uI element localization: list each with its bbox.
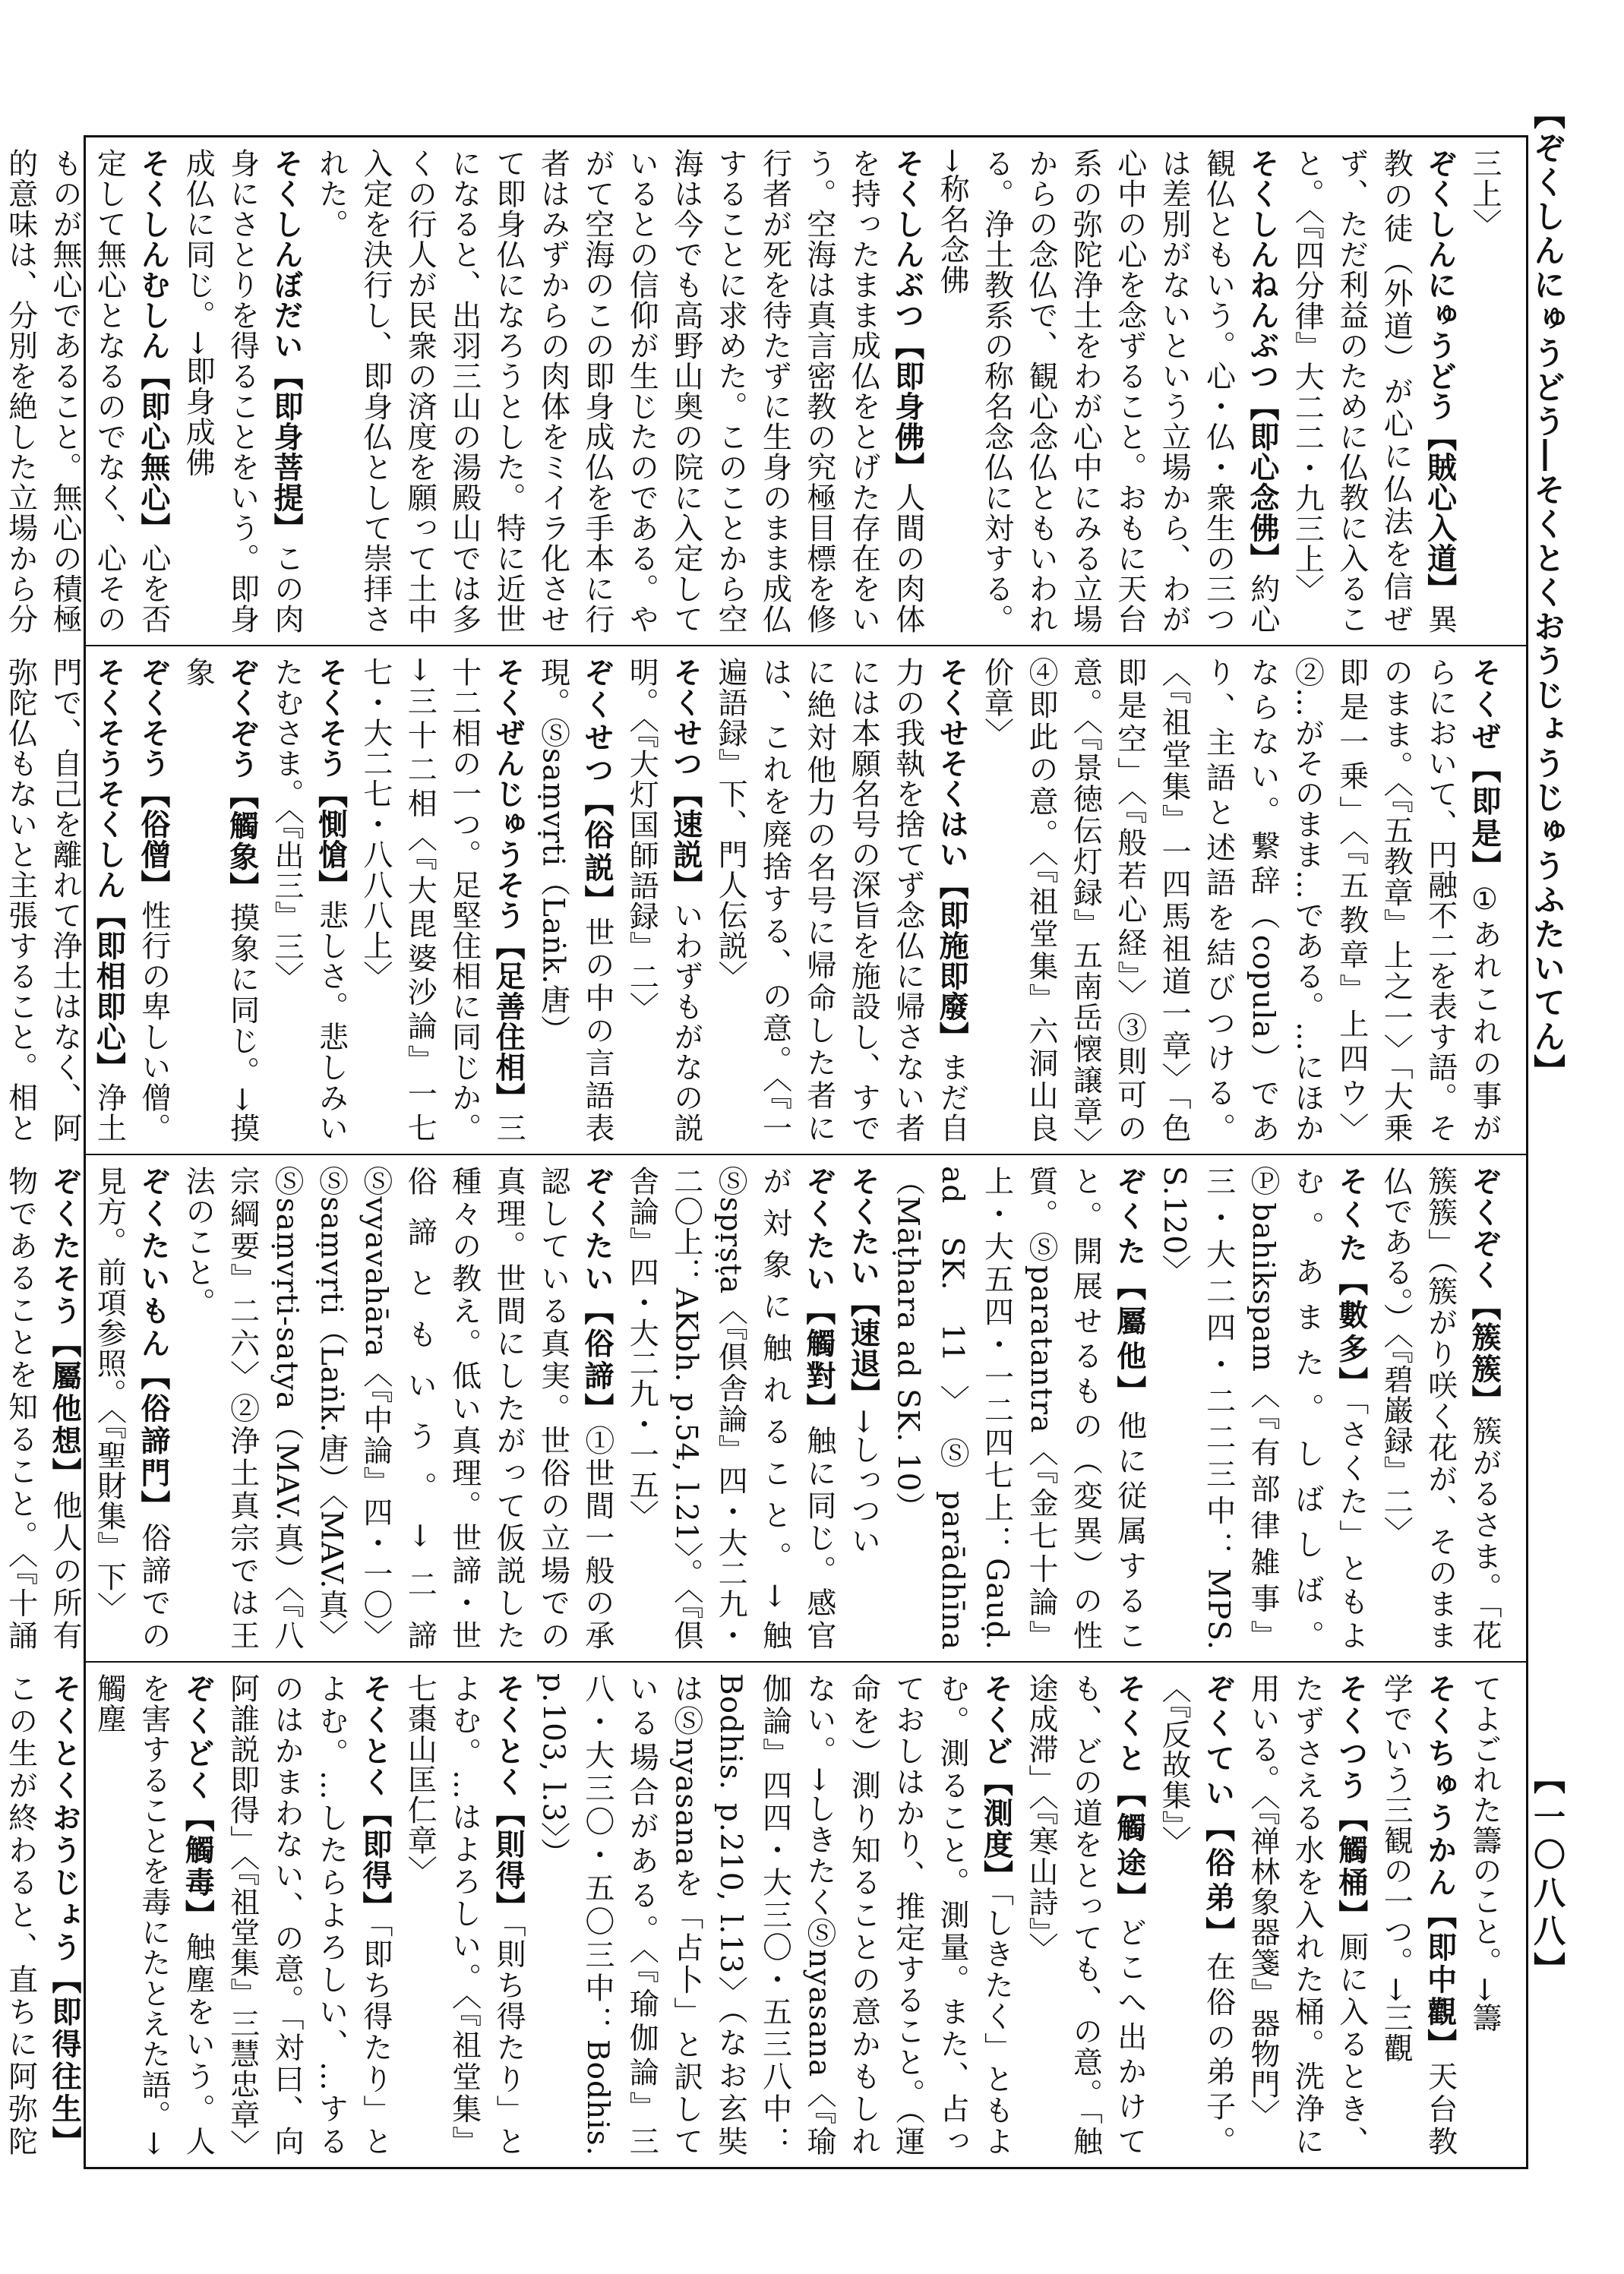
- entry-text: 世の中の言語表現。Ⓢsaṃvṛti（Laṅk.唐）: [536, 657, 615, 1144]
- text-frame: [3, 135, 1528, 2169]
- entry-headword: そくとく【則得】: [491, 1673, 526, 1923]
- dictionary-entry: [1373, 1673, 1462, 2156]
- entry-text: 性行の卑しい僧。: [136, 900, 171, 1143]
- entry-headword: そくたい【速退】: [845, 1166, 881, 1409]
- dictionary-entry: [530, 657, 619, 1143]
- dictionary-entry: [619, 657, 708, 1143]
- entry-headword: ぞくたそう【屬他想】: [47, 1166, 82, 1491]
- dictionary-entry: [1462, 1673, 1506, 2156]
- entry-headword: ぞくたい【觸對】: [801, 1166, 836, 1426]
- tier-upper-middle: [3, 646, 1526, 1154]
- entry-text: 異教の徒（外道）が心に仏法を信ぜず、ただ利益のために仏教に入ること。〈『四分律』大二二・九三上〉: [1290, 148, 1458, 634]
- entry-headword: そくとくおうじょう【即得往生】: [47, 1673, 82, 2156]
- dictionary-entry: [530, 1673, 1018, 2156]
- entry-headword: そくた【數多】: [1333, 1166, 1369, 1401]
- entry-headword: そくしんぶつ【即身佛】: [889, 148, 925, 482]
- entry-text: ①世間一般の承認している真実。世俗の立場での真理。世間にしたがって仮説した種々の教え。低い真理。世諦・世俗諦ともいう。→二諦Ⓢvyavahāra〈『中論』四・一〇〉Ⓢsaṃvṛti（Laṅk.唐）〈MAV.真〉Ⓢsaṃvṛti-satya（MAV.真）〈『八宗綱要』二六〉②浄土真宗では王法のこと。: [181, 1166, 615, 1651]
- entry-text: 在俗の弟子。〈『反故集』〉: [1157, 1673, 1236, 2157]
- entry-headword: そくぜんじゅうそう【足善住相】: [491, 657, 526, 1113]
- entry-text: 他人の所有物であることを知ること。〈『十誦: [3, 1166, 82, 1651]
- dictionary-entry: [264, 657, 353, 1143]
- entry-headword: そくちゅうかん【即中觀】: [1422, 1673, 1458, 2061]
- dictionary-entry: [175, 148, 308, 634]
- entry-headword: ぞくそう【俗僧】: [135, 657, 171, 900]
- dictionary-entry: [0, 1673, 87, 2156]
- tier-column: [3, 1673, 1506, 2160]
- entry-text: まだ自力の我執を捨てず念仏に帰さない者には本願名号の深旨を施設し、すでに絶対他力の名号に帰命した者には、これを廃捨する、の意。〈『一遍語録』下、門人伝説〉: [713, 657, 970, 1143]
- entry-text: 天台教学でいう三観の一つ。→三觀: [1379, 1673, 1458, 2157]
- dictionary-entry: [87, 1166, 175, 1650]
- dictionary-entry: [1373, 1166, 1506, 1650]
- tier-column: [3, 1166, 1506, 1651]
- entry-text: 「しきたく」ともよむ。測ること。測量。また、占っておしはかり、推定すること。（運命を）測り知ることの意かもしれない。→しきたくⓈnyasana〈『瑜伽論』四四・大三〇・五三八中：Bodhis. p.210, l.13〉（なお玄奘はⓈnyasanaを「占卜」と訳している場合がある。〈『瑜伽論』三八・大三〇・五〇三中：Bodhis. p.103, l.3〉）: [536, 1673, 1014, 2157]
- tier-lower-middle: [3, 1155, 1526, 1661]
- running-header-title: 【ぞくしんにゅうどう―そくとくおうじょうじゅうふたいてん】: [1529, 97, 1566, 1088]
- entry-headword: ぞくぞく【簇簇】: [1467, 1166, 1502, 1417]
- tier-column: [3, 657, 1506, 1144]
- dictionary-entry: [708, 657, 974, 1143]
- entry-headword: そくしんむしん【即心無心】: [135, 148, 171, 543]
- entry-headword: そくしんぼだい【即身菩提】: [269, 148, 305, 543]
- dictionary-entry: [619, 1166, 841, 1650]
- dictionary-entry: [1240, 1673, 1373, 2156]
- entry-headword: そくど【測度】: [978, 1673, 1014, 1892]
- entry-text: 人間の肉体を持ったまま成仏をとげた存在をいう。空海は真言密教の究極目標を修行者が死を待たずに生身のまま成仏することに求めた。このことから空海は今でも高野山奥の院に入定しているとの信仰が生じたのである。やがて空海のこの即身成仏を手本に行者はみずからの肉体をミイラ化させて即身仏になろうとした。特に近世になると、出羽三山の湯殿山では多くの行人が民衆の済度を願って土中入定を決行し、即身仏として崇拝された。: [314, 148, 925, 634]
- entry-text: 厠に入るとき、たずさえる水を入れた桶。洗浄に用いる。〈『禅林象器箋』器物門〉: [1245, 1673, 1369, 2157]
- entry-text: この生が終わると、直ちに阿弥陀: [3, 1673, 38, 2156]
- dictionary-entry: [1152, 1673, 1240, 2156]
- entry-text: 俗諦での見方。前項参照。〈『聖財集』下〉: [92, 1166, 171, 1651]
- entry-headword: そくぜ【即是】: [1467, 657, 1502, 883]
- entry-text: 三十二相の一つ。足堅住相に同じか。→三十二相〈『大毘婆沙論』一七七・大二七・八八八上〉: [358, 657, 526, 1143]
- entry-headword: ぞくたい【俗諦】: [579, 1166, 615, 1426]
- entry-text: 「則ち得たり」とよむ。…はよろしい。〈『祖堂集』七棗山匡仁章〉: [403, 1673, 526, 2157]
- entry-text: 他に従属すること。開展せるもの（変異）の性質。Ⓢparatantra〈『金七十論』上・大五四・一二四七上：Gauḍ. ad SK. 11〉Ⓢparādhīna（Māṭhara ad SK. 10）: [890, 1166, 1147, 1650]
- entry-headword: そくせつ【速説】: [668, 657, 703, 900]
- entry-text: どこへ出かけても、どの道をとっても、の意。「触途成滞」〈『寒山詩』〉: [1023, 1673, 1147, 2157]
- dictionary-entry: [930, 148, 1284, 634]
- dictionary-entry: [352, 657, 530, 1143]
- entry-text: 「さくた」ともよむ。あまた。しばしば。Ⓟbahikspam〈『有部律雑事』三・大二四・二二三中：MPS. S.120〉: [1157, 1166, 1369, 1651]
- entry-headword: そくつう【觸桶】: [1333, 1673, 1369, 1932]
- entry-text: 三上〉: [1468, 148, 1502, 239]
- entry-text: 約心観仏ともいう。心・仏・衆生の三つは差別がないという立場から、わが心中の心を念ずること。おもに天台系の弥陀浄土をわが心中にみる立場からの念仏で、観心念仏ともいわれる。浄土教系の称名念仏に対する。→称名念佛: [935, 148, 1280, 634]
- dictionary-entry: [308, 148, 930, 634]
- entry-text: 触塵をいう。人を害することを毒にたとえた語。→觸塵: [92, 1673, 216, 2157]
- page-number: 【一〇八八】: [1529, 1762, 1566, 1990]
- entry-headword: そくしんねんぶつ【即心念佛】: [1244, 148, 1280, 573]
- entry-text: 心を否定して無心となるのでなく、心そのものが無心であること。無心の積極的意味は、分別を絶した立場から分: [3, 148, 171, 634]
- tier-column: [3, 148, 1506, 634]
- entry-headword: ぞくたいもん【俗諦門】: [135, 1166, 171, 1523]
- entry-text: 触に同じ。感官が対象に触れること。→触Ⓢspṛṣṭa〈『倶舎論』四・大二九・二〇上：AKbh. p.54, l.21〉。〈『倶舎論』四・大二九・一五〉: [624, 1166, 836, 1651]
- dictionary-entry: [1152, 1166, 1373, 1650]
- dictionary-entry: [87, 1673, 220, 2156]
- dictionary-entry: [0, 1166, 87, 1650]
- entry-headword: ぞくぞう【觸象】: [224, 657, 260, 903]
- entry-text: 簇がるさま。「花簇簇」（簇がり咲く花が、そのまま仏である。）〈『碧巌録』二〉: [1379, 1166, 1502, 1651]
- entry-headword: そくそう【惻愴】: [313, 657, 349, 900]
- entry-text: 「即ち得たり」とよむ。…したらよろしい、…するのはかまわない、の意。「対曰、向阿誰説即得」〈『祖堂集』三慧忠章〉: [225, 1673, 393, 2160]
- entry-text: 浄土門で、自己を離れて浄土はなく、阿弥陀仏もないと主張すること。相と: [3, 657, 127, 1143]
- entry-headword: そくそうそくしん【即相即心】: [91, 657, 127, 1082]
- dictionary-entry: [1284, 148, 1462, 634]
- entry-text: てよごれた籌のこと。→籌: [1468, 1673, 1502, 2033]
- entry-headword: ぞくどく【觸毒】: [180, 1673, 216, 1932]
- entry-text: ①あれこれの事がらにおいて、円融不二を表す語。そのまま。〈『五教章』上之一〉「大乗即是一乗」〈『五教章』上四ウ〉②…がそのまま…である。…にほかならない。繋辞（copula）であり、主語と述語を結びつける。〈『祖堂集』一四馬祖道一章〉「色即是空」〈『般若心経』〉③則可の意。〈『景徳伝灯録』五南岳懐譲章〉④即此の意。〈『祖堂集』六洞山良价章〉: [979, 657, 1502, 1144]
- dictionary-entry: [175, 1166, 619, 1650]
- tier-top: [3, 137, 1526, 645]
- entry-text: 摸象に同じ。→摸象: [181, 657, 260, 1143]
- dictionary-entry: [220, 1673, 397, 2160]
- dictionary-entry: [1462, 148, 1506, 634]
- dictionary-entry: [131, 657, 175, 1143]
- entry-headword: ぞくしんにゅうどう【賊心入道】: [1422, 148, 1458, 604]
- entry-headword: そくせそくはい【即施即廢】: [934, 657, 970, 1052]
- entry-text: いわずもがなの説明。〈『大灯国師語録』二〉: [624, 657, 703, 1143]
- dictionary-entry: [974, 657, 1506, 1143]
- dictionary-entry: [841, 1166, 885, 1650]
- dictionary-entry: [397, 1673, 530, 2156]
- entry-headword: ぞくてい【俗弟】: [1200, 1673, 1236, 1952]
- entry-headword: ぞくせつ【俗説】: [579, 657, 615, 917]
- dictionary-entry: [175, 657, 264, 1143]
- entry-text: 悲しさ。悲しみいたむさま。〈『出三』三〉: [270, 657, 349, 1143]
- dictionary-entry: [1019, 1673, 1152, 2156]
- entry-headword: ぞくた【屬他】: [1111, 1166, 1147, 1410]
- entry-text: この肉身にさとりを得ることをいう。即身成仏に同じ。→即身成佛: [181, 148, 305, 634]
- tier-bottom: [3, 1663, 1526, 2167]
- entry-text: →しっつい: [846, 1409, 881, 1556]
- entry-headword: そくと【觸途】: [1111, 1673, 1147, 1917]
- dictionary-entry: [0, 148, 175, 634]
- dictionary-entry: [0, 657, 131, 1143]
- dictionary-entry: [885, 1166, 1151, 1650]
- entry-headword: そくとく【即得】: [357, 1673, 393, 1923]
